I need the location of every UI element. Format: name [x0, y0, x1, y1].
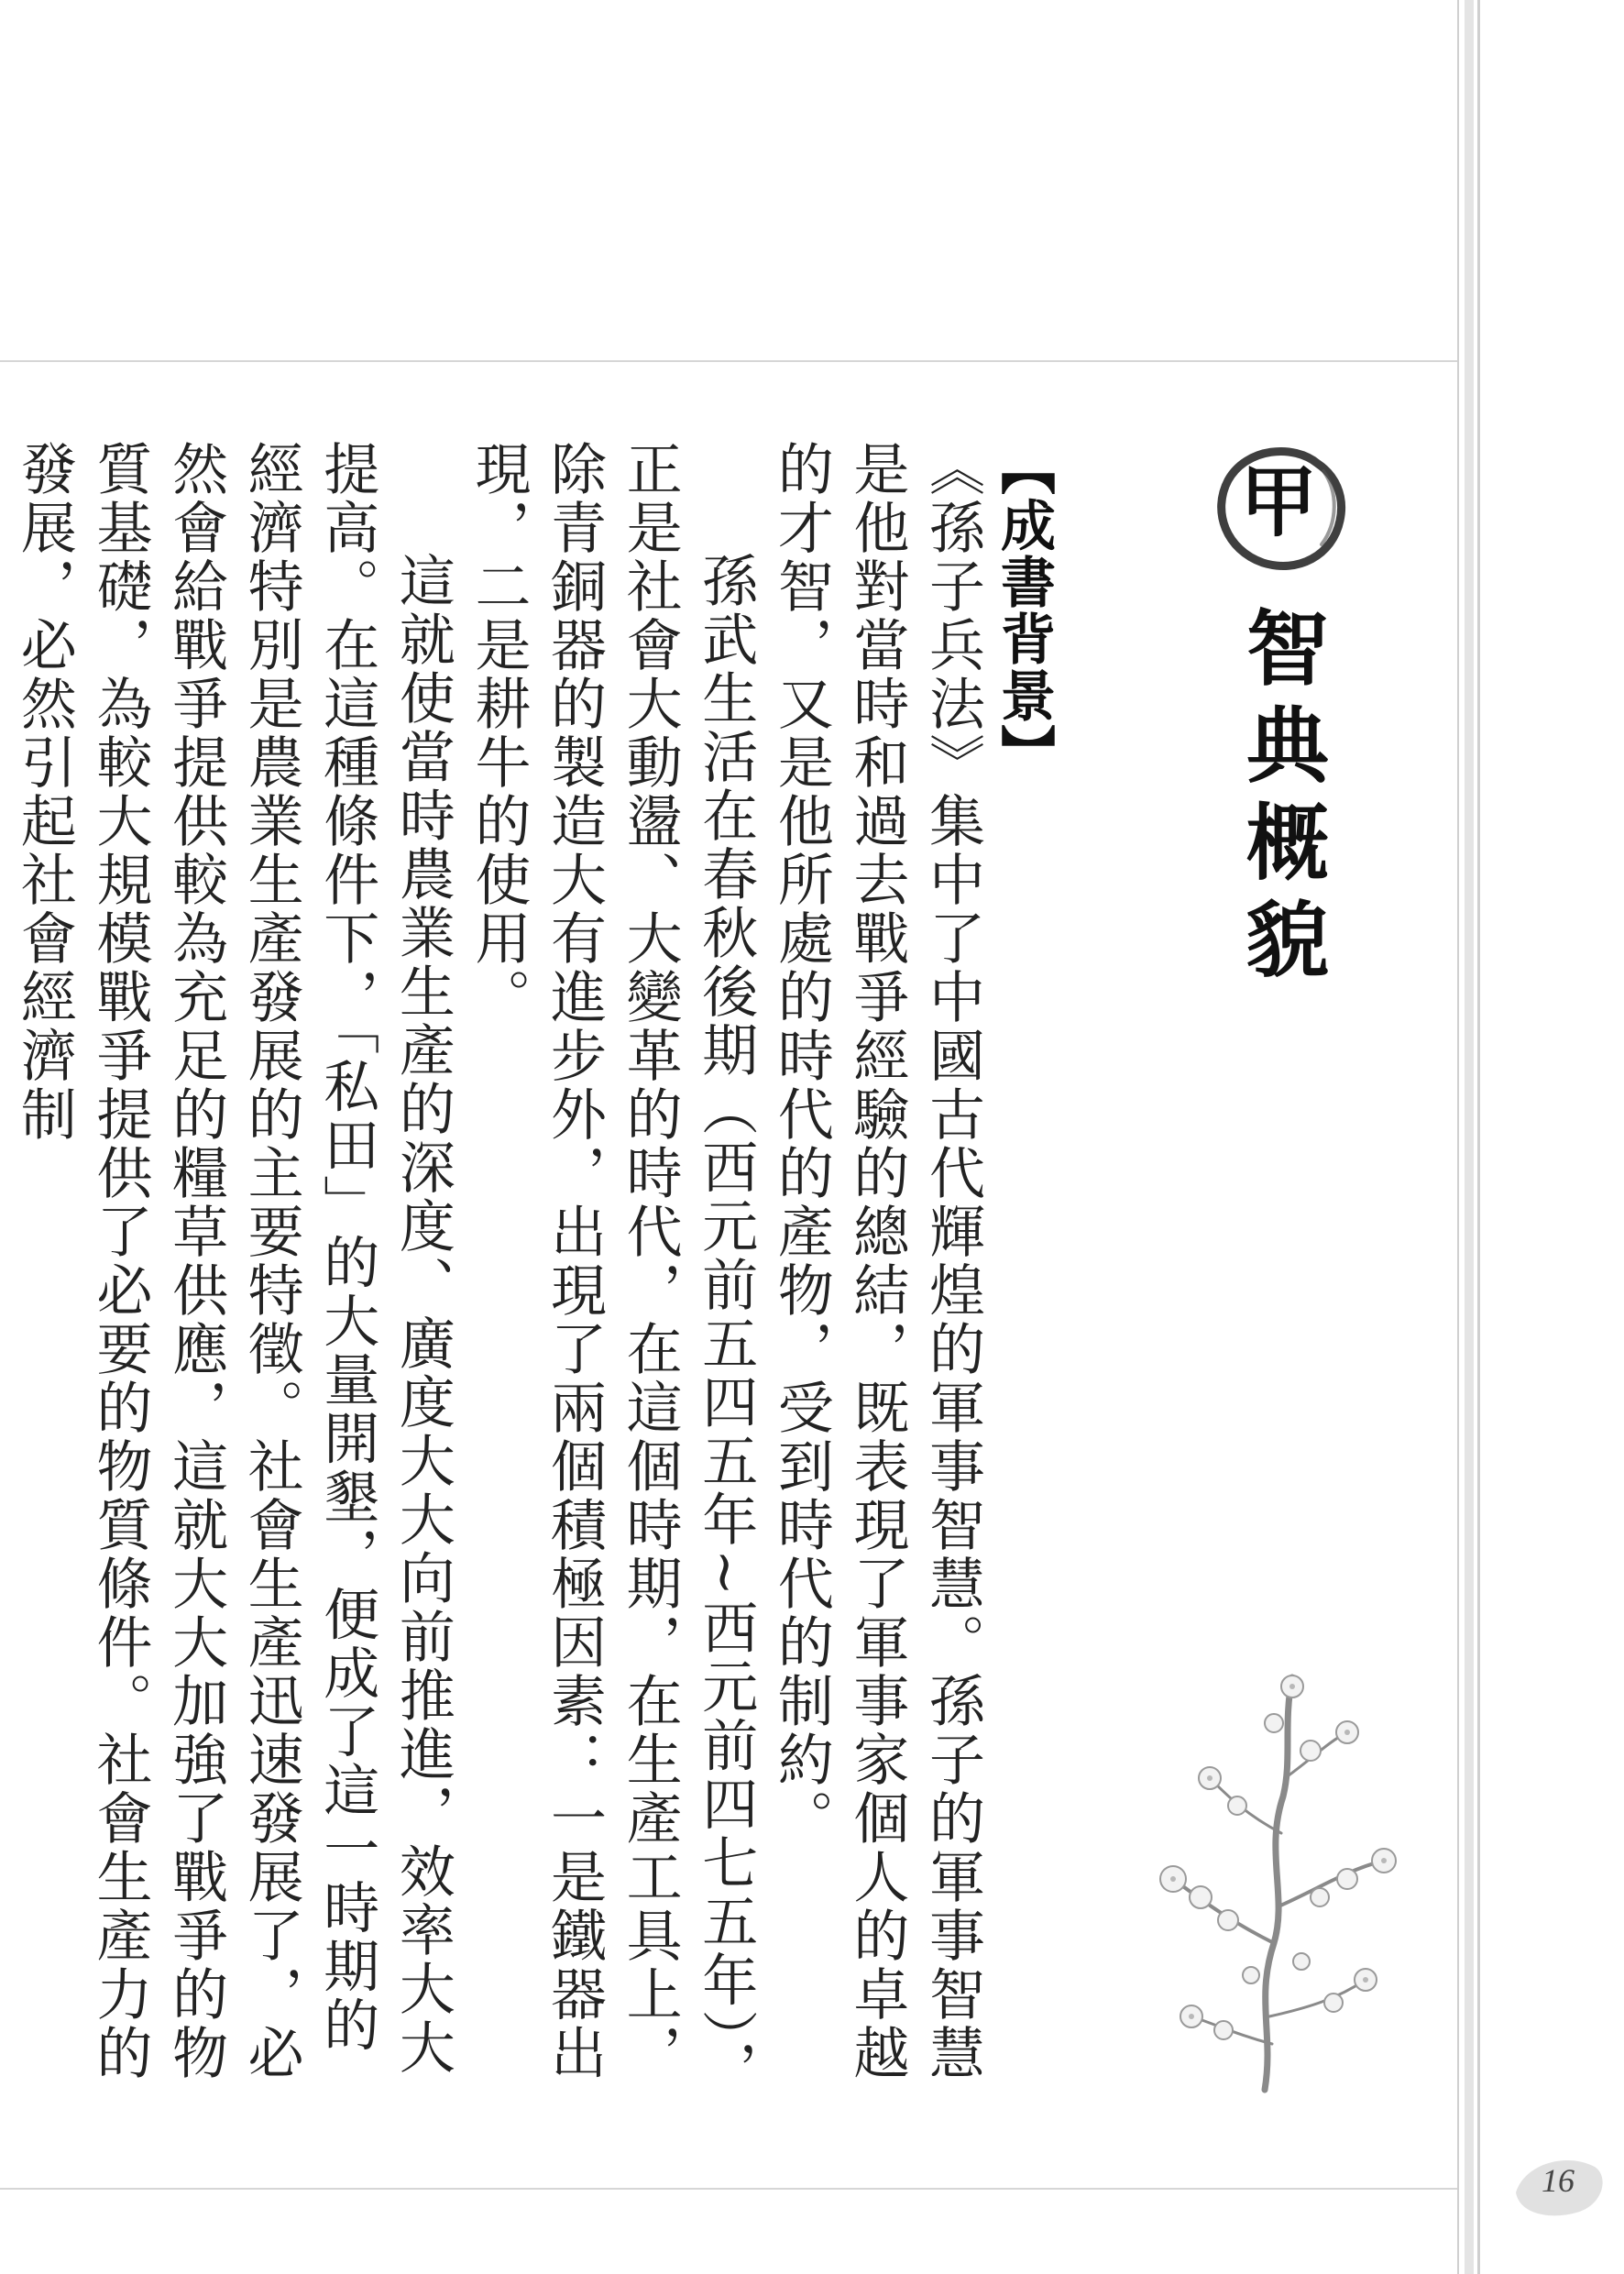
chapter-number: 甲 — [1239, 456, 1317, 547]
chapter-badge — [1210, 438, 1347, 576]
body-text — [11, 440, 990, 2108]
paragraph: 這就使當時農業生產的深度、廣度大大向前推進，效率大大提高。在這種條件下，「私田」的大量開墾，便成了這一時期的經濟特別是農業生產發展的主要特徵。社會生產迅速發展了，必然會給戰爭提供較為充足的糧草供應，這就大大加強了戰爭的物質基礎，為較大規模戰爭提供了必要的物質條件。社會生產力的發展，必然引起社會經濟制 — [11, 440, 455, 2082]
paragraph: 《孫子兵法》集中了中國古代輝煌的軍事智慧。孫子的軍事智慧是他對當時和過去戰爭經驗的總結，既表現了軍事家個人的卓越的才智，又是他所處的時代的產物，受到時代的制約。 — [768, 440, 985, 2082]
section-heading: 【成書背景】 — [992, 440, 1056, 781]
right-margin-rule-outer — [1477, 0, 1480, 2274]
bottom-rule — [0, 2188, 1457, 2190]
right-margin-rule — [1457, 0, 1459, 2274]
plum-branch-icon — [1136, 1650, 1411, 2108]
right-margin-band — [1465, 0, 1474, 2274]
plum-blossom-decoration — [1136, 1650, 1411, 2108]
page-number: 16 — [1542, 2162, 1575, 2199]
page-number-badge — [1503, 2145, 1613, 2227]
chapter-title: 智典概貌 — [1232, 605, 1329, 994]
top-rule — [0, 360, 1457, 362]
paragraph: 孫武生活在春秋後期（西元前五四五年∼西元前四七五年），正是社會大動盪、大變革的時代，在這個時期，在生產工具上，除青銅器的製造大有進步外，出現了兩個積極因素：一是鐵器出現，二是耕牛的使用。 — [466, 440, 759, 2099]
